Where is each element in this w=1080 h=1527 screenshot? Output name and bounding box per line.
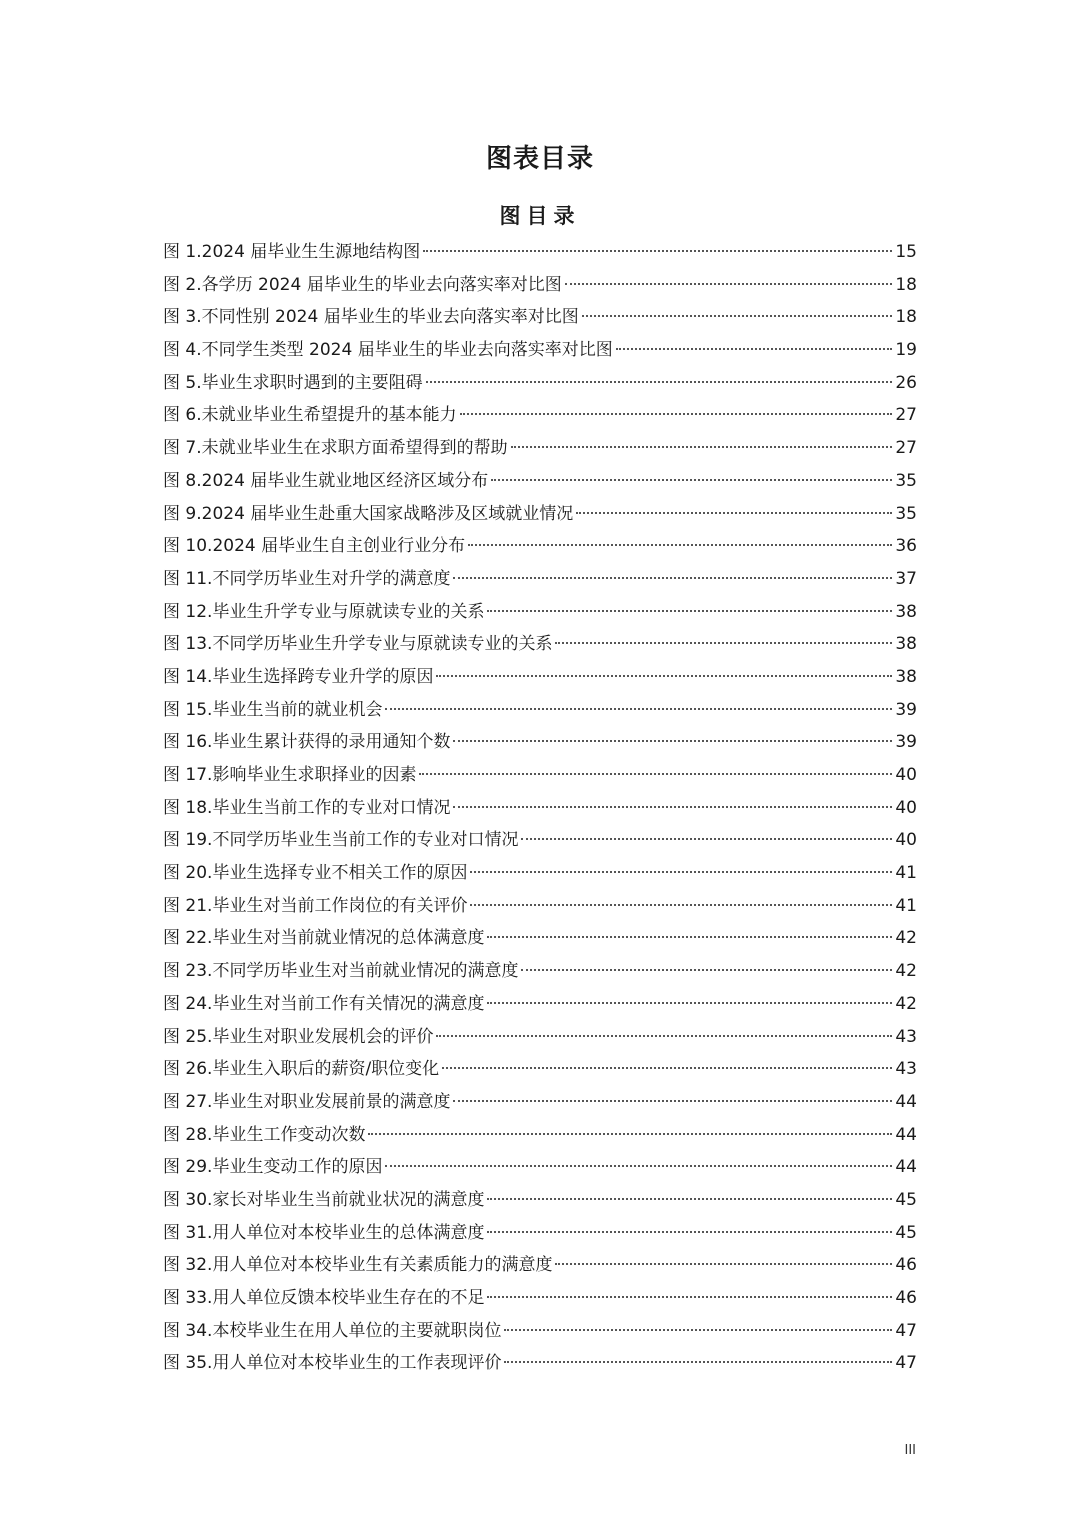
- toc-entry-label: 图 12.毕业生升学专业与原就读专业的关系: [163, 601, 485, 622]
- toc-entry-page: 40: [895, 765, 917, 785]
- toc-entry-label: 图 21.毕业生对当前工作岗位的有关评价: [163, 895, 468, 916]
- toc-dot-leader: [453, 740, 892, 742]
- toc-entry-label: 图 13.不同学历毕业生升学专业与原就读专业的关系: [163, 634, 553, 655]
- toc-entry[interactable]: [163, 955, 917, 988]
- toc-dot-leader: [616, 348, 892, 350]
- toc-entry-label: 图 7.未就业毕业生在求职方面希望得到的帮助: [163, 438, 508, 459]
- toc-entry-page: 19: [895, 340, 917, 361]
- toc-entry-label: 图 35.用人单位对本校毕业生的工作表现评价: [163, 1353, 502, 1374]
- toc-entry-page: 45: [895, 1222, 917, 1243]
- toc-entry-label: 图 14.毕业生选择跨专业升学的原因: [163, 666, 434, 687]
- toc-entry[interactable]: [163, 432, 917, 465]
- toc-entry[interactable]: [163, 1315, 917, 1348]
- toc-dot-leader: [385, 1165, 892, 1167]
- toc-entry-page: 26: [895, 372, 917, 393]
- toc-entry[interactable]: [163, 824, 917, 857]
- toc-entry-page: 18: [895, 307, 917, 328]
- toc-entry-label: 图 24.毕业生对当前工作有关情况的满意度: [163, 993, 485, 1014]
- toc-entry[interactable]: [163, 661, 917, 694]
- toc-dot-leader: [453, 806, 892, 808]
- toc-entry-page: 35: [895, 470, 917, 491]
- toc-dot-leader: [504, 1329, 892, 1331]
- toc-entry-label: 图 17.影响毕业生求职择业的因素: [163, 765, 417, 785]
- toc-dot-leader: [385, 708, 892, 710]
- toc-entry-label: 图 6.未就业毕业生希望提升的基本能力: [163, 405, 457, 426]
- toc-entry-label: 图 18.毕业生当前工作的专业对口情况: [163, 797, 451, 818]
- toc-entry-page: 40: [895, 830, 917, 851]
- toc-entry-label: 图 8.2024 届毕业生就业地区经济区域分布: [163, 470, 489, 491]
- toc-entry-label: 图 25.毕业生对职业发展机会的评价: [163, 1026, 434, 1047]
- toc-dot-leader: [468, 544, 892, 546]
- toc-entry-page: 41: [895, 863, 917, 884]
- toc-entry-page: 44: [895, 1091, 917, 1112]
- toc-entry-page: 39: [895, 732, 917, 753]
- toc-entry[interactable]: [163, 890, 917, 923]
- toc-entry[interactable]: [163, 596, 917, 629]
- toc-entry-label: 图 34.本校毕业生在用人单位的主要就职岗位: [163, 1320, 502, 1341]
- toc-dot-leader: [453, 577, 892, 579]
- toc-entry[interactable]: [163, 1347, 917, 1380]
- toc-dot-leader: [487, 1231, 892, 1233]
- toc-dot-leader: [436, 1035, 892, 1037]
- toc-entry-page: 46: [895, 1288, 917, 1308]
- toc-entry-label: 图 26.毕业生入职后的薪资/职位变化: [163, 1059, 440, 1080]
- toc-dot-leader: [487, 1296, 892, 1298]
- toc-entry-label: 图 3.不同性别 2024 届毕业生的毕业去向落实率对比图: [163, 307, 579, 328]
- toc-entry[interactable]: [163, 1217, 917, 1250]
- toc-dot-leader: [504, 1361, 892, 1363]
- toc-entry[interactable]: [163, 792, 917, 825]
- toc-dot-leader: [511, 446, 892, 448]
- figure-toc-list: [163, 236, 917, 1380]
- toc-entry[interactable]: [163, 1021, 917, 1054]
- toc-entry-label: 图 16.毕业生累计获得的录用通知个数: [163, 732, 451, 753]
- toc-entry[interactable]: [163, 759, 917, 792]
- toc-dot-leader: [426, 381, 892, 383]
- toc-dot-leader: [470, 871, 892, 873]
- toc-entry-page: 36: [895, 536, 917, 557]
- page-title: 图表目录: [485, 144, 594, 174]
- toc-entry-label: 图 20.毕业生选择专业不相关工作的原因: [163, 863, 468, 884]
- toc-entry-label: 图 31.用人单位对本校毕业生的总体满意度: [163, 1222, 485, 1243]
- toc-dot-leader: [521, 838, 892, 840]
- toc-dot-leader: [582, 315, 892, 317]
- toc-entry-page: 35: [895, 503, 917, 524]
- toc-entry[interactable]: [163, 1184, 917, 1217]
- toc-entry[interactable]: [163, 236, 917, 269]
- toc-entry-page: 44: [895, 1157, 917, 1178]
- toc-dot-leader: [487, 1002, 892, 1004]
- toc-entry-label: 图 30.家长对毕业生当前就业状况的满意度: [163, 1189, 485, 1210]
- toc-dot-leader: [487, 610, 892, 612]
- toc-entry-page: 18: [895, 274, 917, 295]
- toc-dot-leader: [487, 936, 892, 938]
- toc-entry[interactable]: [163, 726, 917, 759]
- toc-entry-label: 图 4.不同学生类型 2024 届毕业生的毕业去向落实率对比图: [163, 340, 613, 361]
- toc-dot-leader: [419, 773, 892, 775]
- toc-entry-page: 27: [895, 438, 917, 459]
- toc-entry-label: 图 28.毕业生工作变动次数: [163, 1124, 366, 1145]
- toc-entry-page: 43: [895, 1026, 917, 1047]
- toc-dot-leader: [423, 250, 892, 252]
- toc-entry-page: 37: [895, 568, 917, 589]
- toc-entry-label: 图 1.2024 届毕业生生源地结构图: [163, 242, 421, 262]
- toc-entry-page: 39: [895, 699, 917, 720]
- toc-entry[interactable]: [163, 628, 917, 661]
- toc-entry-label: 图 29.毕业生变动工作的原因: [163, 1157, 383, 1178]
- toc-entry[interactable]: [163, 1086, 917, 1119]
- toc-dot-leader: [368, 1133, 892, 1135]
- toc-entry-page: 27: [895, 405, 917, 426]
- toc-entry[interactable]: [163, 922, 917, 955]
- toc-entry-page: 42: [895, 961, 917, 982]
- toc-dot-leader: [521, 969, 892, 971]
- toc-entry[interactable]: [163, 367, 917, 400]
- toc-entry-page: 15: [895, 242, 917, 262]
- toc-entry[interactable]: [163, 269, 917, 302]
- toc-entry-label: 图 9.2024 届毕业生赴重大国家战略涉及区域就业情况: [163, 503, 574, 524]
- toc-dot-leader: [460, 413, 892, 415]
- toc-entry-label: 图 5.毕业生求职时遇到的主要阻碍: [163, 372, 423, 393]
- toc-entry[interactable]: [163, 498, 917, 531]
- toc-entry[interactable]: [163, 1249, 917, 1282]
- toc-entry-page: 43: [895, 1059, 917, 1080]
- toc-entry-page: 38: [895, 634, 917, 655]
- toc-entry-page: 38: [895, 666, 917, 687]
- toc-entry-label: 图 23.不同学历毕业生对当前就业情况的满意度: [163, 961, 519, 982]
- toc-entry[interactable]: [163, 857, 917, 890]
- toc-entry-label: 图 19.不同学历毕业生当前工作的专业对口情况: [163, 830, 519, 851]
- toc-entry[interactable]: [163, 563, 917, 596]
- toc-entry[interactable]: [163, 530, 917, 563]
- toc-entry-page: 44: [895, 1124, 917, 1145]
- toc-entry-page: 45: [895, 1189, 917, 1210]
- toc-entry-label: 图 11.不同学历毕业生对升学的满意度: [163, 568, 451, 589]
- page-number: III: [904, 1443, 916, 1458]
- toc-entry[interactable]: [163, 1282, 917, 1315]
- toc-entry-page: 42: [895, 993, 917, 1014]
- toc-entry[interactable]: [163, 694, 917, 727]
- toc-entry-label: 图 32.用人单位对本校毕业生有关素质能力的满意度: [163, 1255, 553, 1276]
- toc-dot-leader: [555, 1263, 892, 1265]
- toc-entry-page: 40: [895, 797, 917, 818]
- toc-entry-page: 47: [895, 1353, 917, 1374]
- toc-entry[interactable]: [163, 1053, 917, 1086]
- toc-entry[interactable]: [163, 1119, 917, 1152]
- toc-entry[interactable]: [163, 334, 917, 367]
- toc-entry-page: 47: [895, 1320, 917, 1341]
- toc-entry-label: 图 10.2024 届毕业生自主创业行业分布: [163, 536, 466, 557]
- toc-dot-leader: [487, 1198, 892, 1200]
- toc-entry-page: 38: [895, 601, 917, 622]
- toc-entry[interactable]: [163, 399, 917, 432]
- toc-entry[interactable]: [163, 988, 917, 1021]
- section-title: 图目录: [499, 203, 581, 228]
- toc-dot-leader: [555, 642, 892, 644]
- toc-dot-leader: [576, 512, 892, 514]
- toc-dot-leader: [565, 283, 892, 285]
- toc-entry-label: 图 2.各学历 2024 届毕业生的毕业去向落实率对比图: [163, 274, 562, 295]
- toc-dot-leader: [453, 1100, 892, 1102]
- toc-dot-leader: [442, 1067, 892, 1069]
- toc-entry-page: 41: [895, 895, 917, 916]
- toc-entry-page: 42: [895, 928, 917, 949]
- toc-entry-label: 图 27.毕业生对职业发展前景的满意度: [163, 1091, 451, 1112]
- toc-entry[interactable]: [163, 301, 917, 334]
- toc-entry-label: 图 15.毕业生当前的就业机会: [163, 699, 383, 720]
- toc-entry-label: 图 33.用人单位反馈本校毕业生存在的不足: [163, 1288, 485, 1308]
- toc-entry-label: 图 22.毕业生对当前就业情况的总体满意度: [163, 928, 485, 949]
- toc-dot-leader: [436, 675, 892, 677]
- toc-dot-leader: [470, 904, 892, 906]
- toc-entry-page: 46: [895, 1255, 917, 1276]
- toc-entry[interactable]: [163, 465, 917, 498]
- toc-dot-leader: [491, 479, 892, 481]
- toc-entry[interactable]: [163, 1151, 917, 1184]
